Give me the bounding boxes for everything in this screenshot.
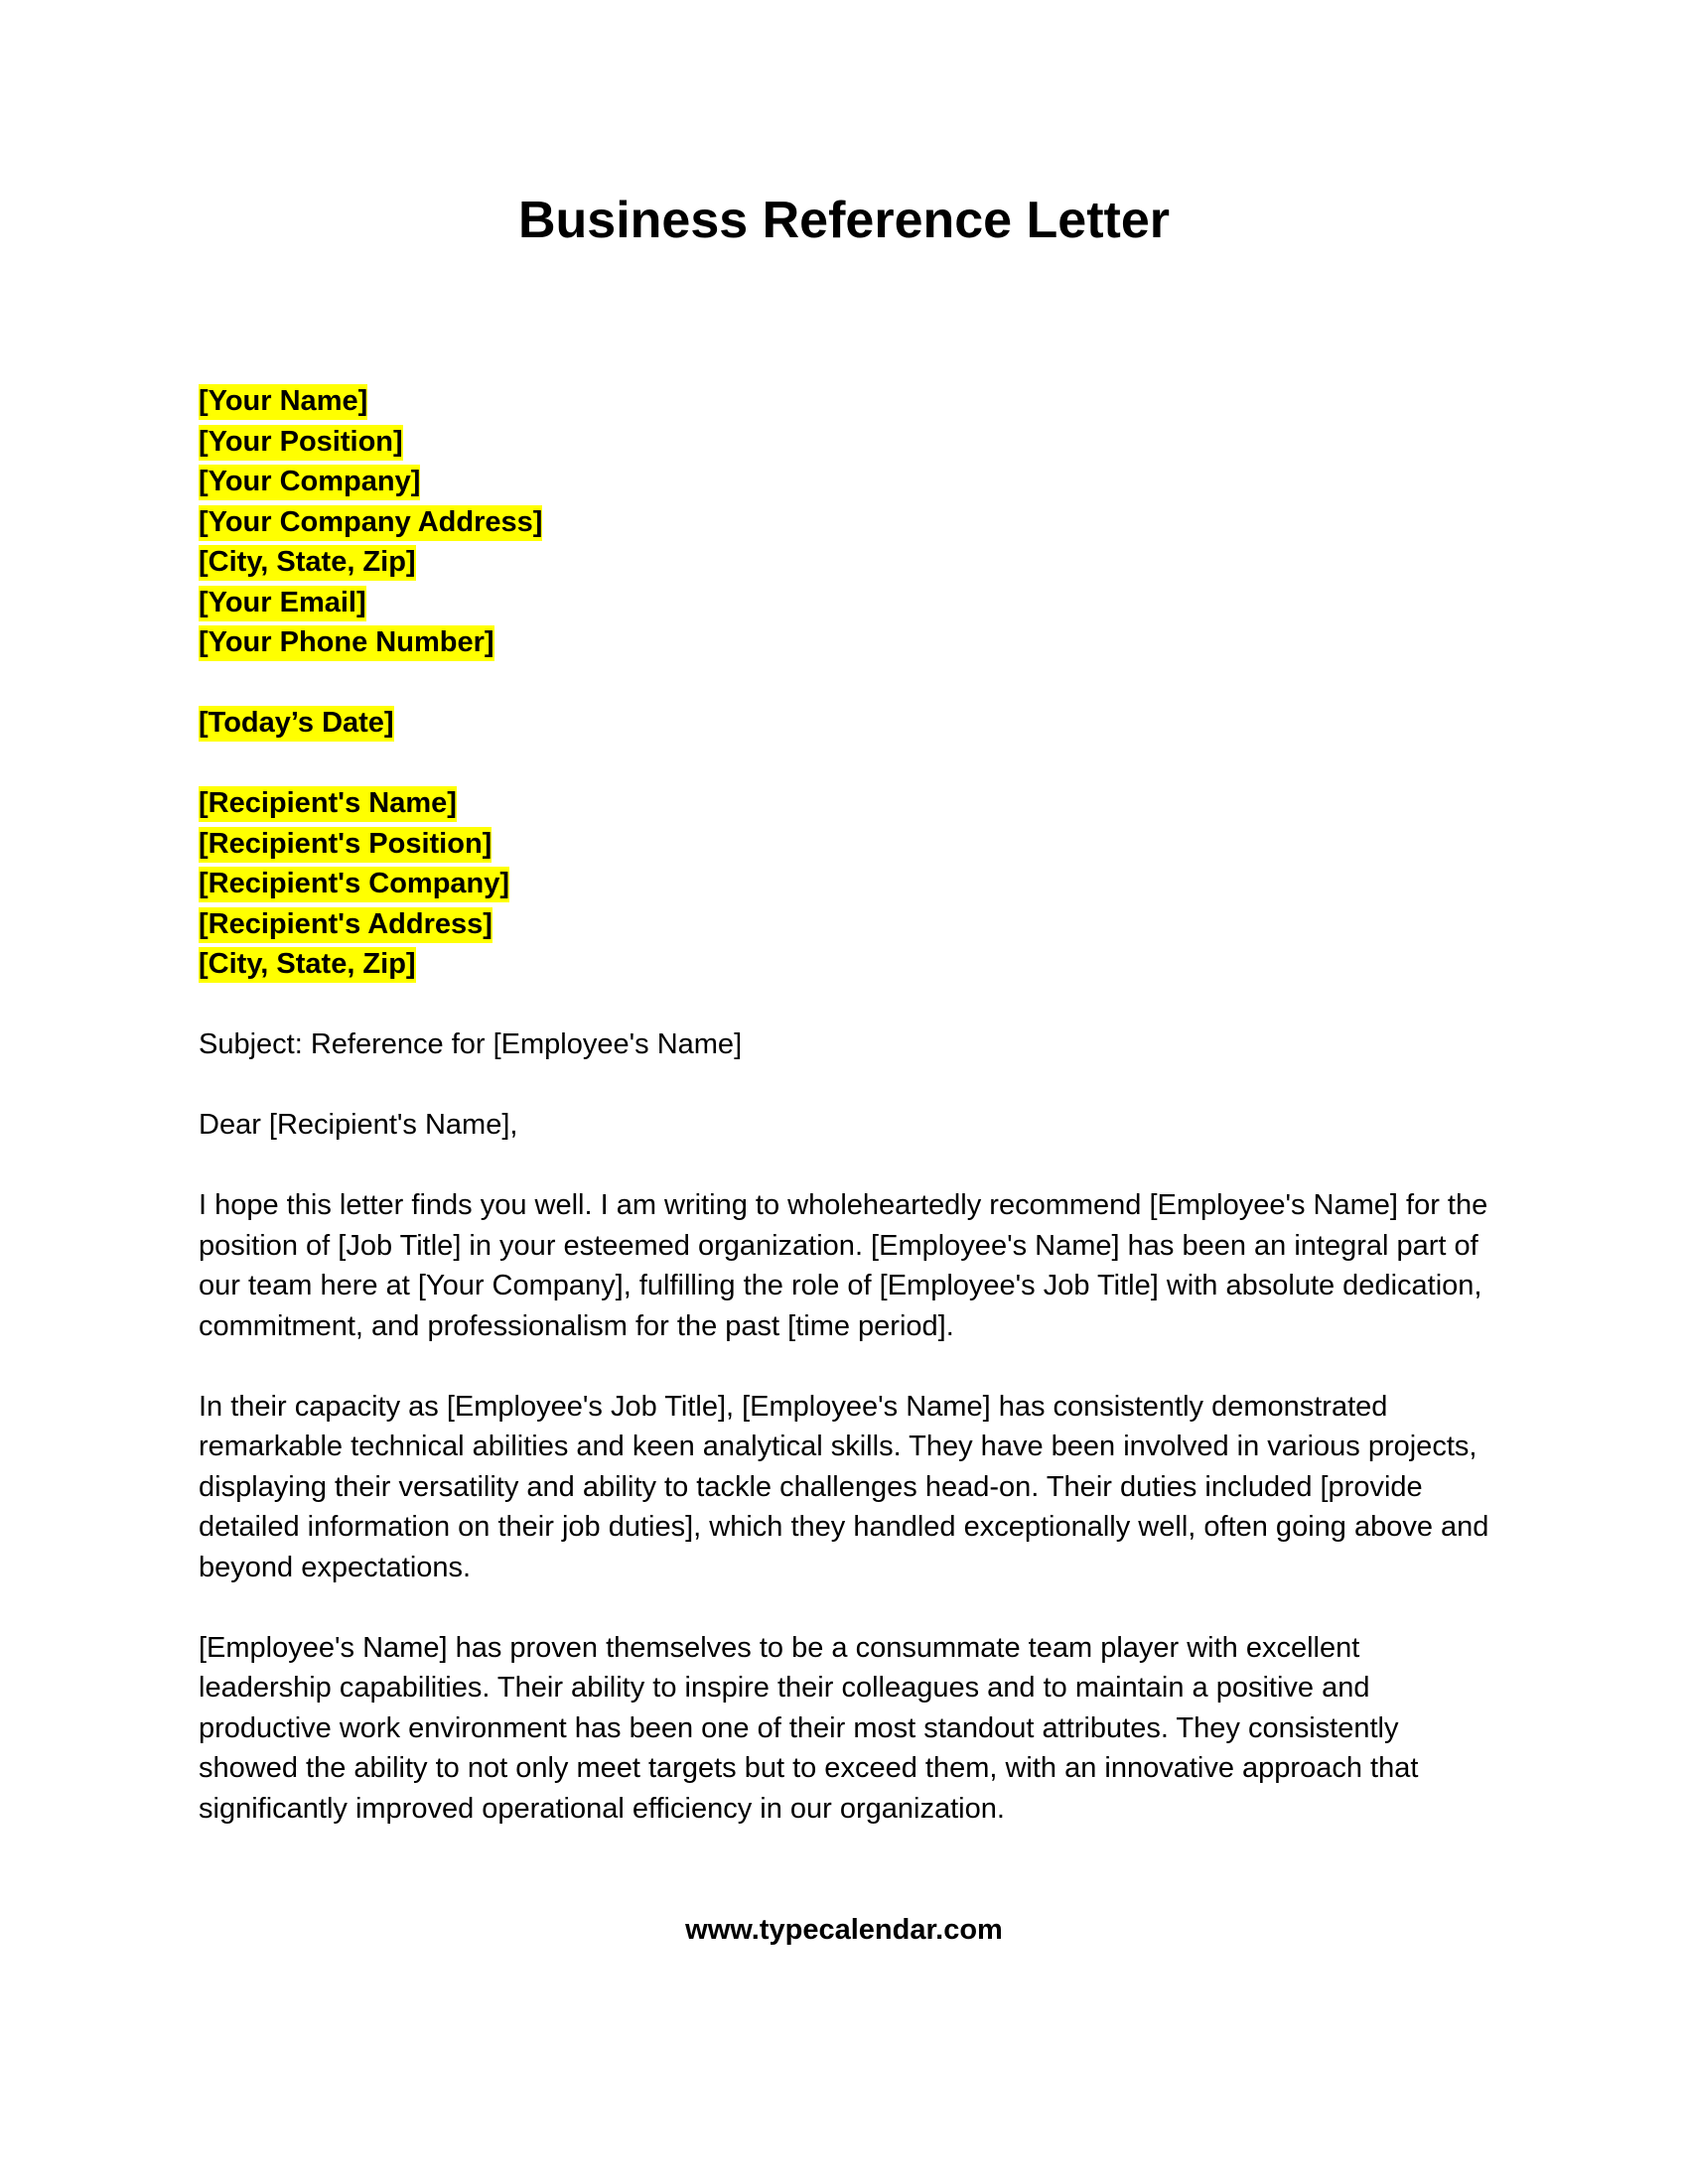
recipient-name: [Recipient's Name] [199, 786, 457, 822]
sender-company: [Your Company] [199, 465, 420, 500]
body-paragraph-2: In their capacity as [Employee's Job Title], [Employee's Name] has consistently demonstrated remarkable technical abilities and keen analytical skills. They have been involved in various projects, displaying their versatility and ability to tackle challenges head-on. Their duties included [provide detailed information on their job duties], which they handled exceptionally well, often going above and beyond expectations. [199, 1390, 1489, 1583]
sender-company-address: [Your Company Address] [199, 505, 542, 541]
page-title: Business Reference Letter [517, 192, 1171, 249]
letter-date: [Today’s Date] [199, 706, 394, 742]
letter-body [199, 381, 1489, 1869]
subject-line: Subject: Reference for [Employee's Name] [199, 1028, 743, 1060]
sender-block [199, 381, 1489, 663]
body-paragraph-3: [Employee's Name] has proven themselves to be a consummate team player with excellent leadership capabilities. Their ability to inspire their colleagues and to maintain a positive and productive work environment has been one of their most standout attributes. They consistently showed the ability to not only meet targets but to exceed them, with an innovative approach that significantly improved operational efficiency in our organization. [199, 1631, 1419, 1825]
date-block [199, 703, 1489, 744]
recipient-city-state-zip: [City, State, Zip] [199, 947, 416, 983]
recipient-company: [Recipient's Company] [199, 867, 509, 902]
recipient-block [199, 783, 1489, 985]
sender-phone: [Your Phone Number] [199, 625, 494, 661]
sender-name: [Your Name] [199, 384, 367, 420]
recipient-position: [Recipient's Position] [199, 827, 492, 863]
recipient-address: [Recipient's Address] [199, 907, 492, 943]
sender-city-state-zip: [City, State, Zip] [199, 545, 416, 581]
footer-website: www.typecalendar.com [685, 1914, 1003, 1946]
sender-email: [Your Email] [199, 586, 366, 621]
body-paragraph-1: I hope this letter finds you well. I am writing to wholeheartedly recommend [Employee's Name] for the position of [Job Title] in your esteemed organization. [Employee's Name] has been an integral part of our team here at [Your Company], fulfilling the role of [Employee's Job Title] with absolute dedication, commitment, and professionalism for the past [time period]. [199, 1189, 1488, 1342]
salutation: Dear [Recipient's Name], [199, 1109, 518, 1141]
sender-position: [Your Position] [199, 425, 403, 461]
